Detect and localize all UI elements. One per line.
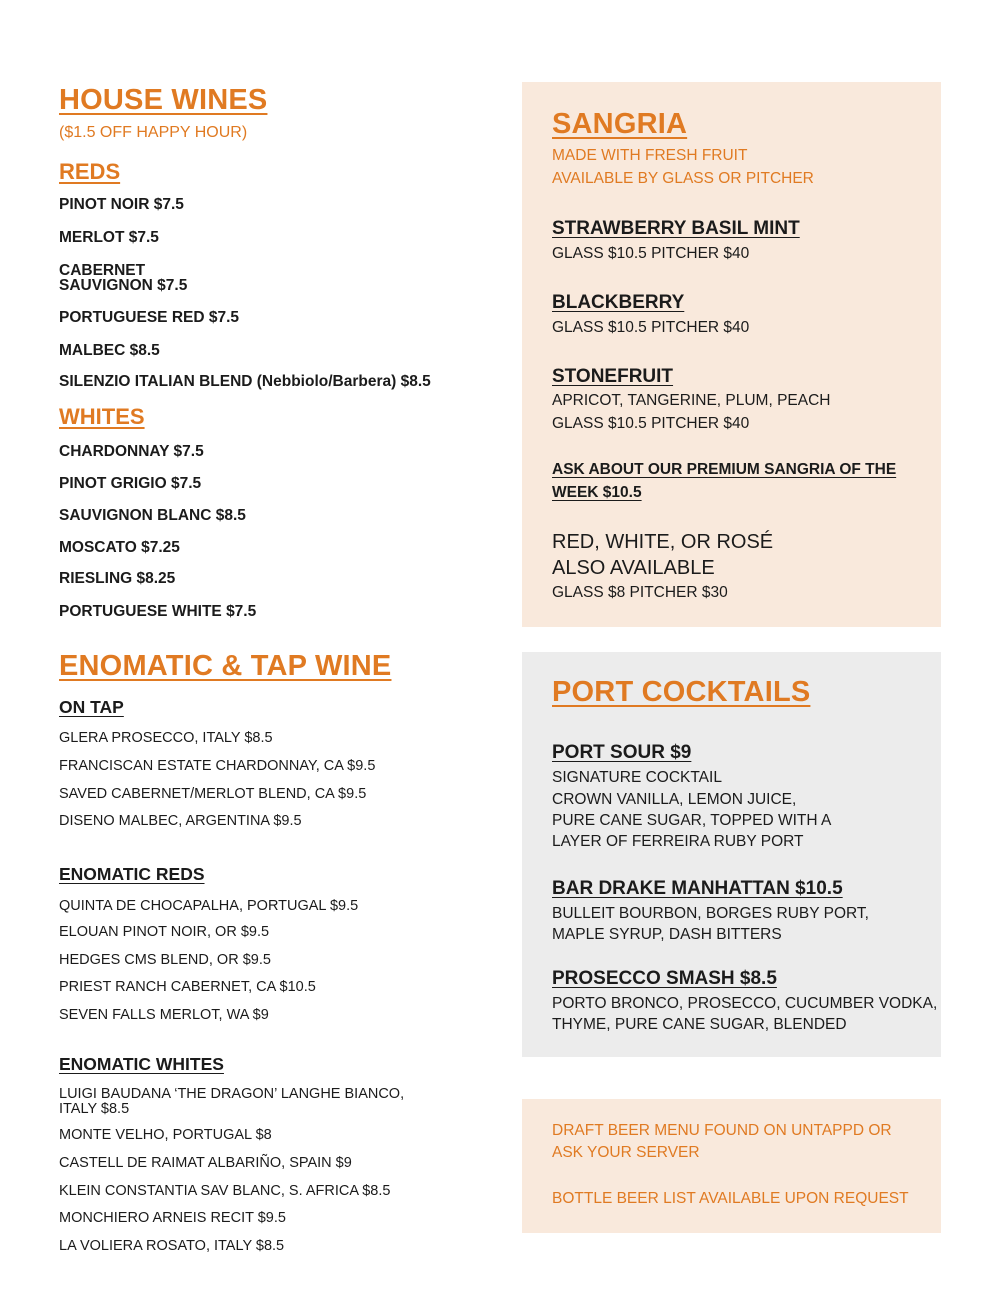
sangria-premium-line-2: WEEK $10.5 — [552, 484, 642, 501]
port-sour-line: PURE CANE SUGAR, TOPPED WITH A — [552, 812, 832, 829]
list-item: LUIGI BAUDANA ‘THE DRAGON’ LANGHE BIANCO, — [59, 1086, 405, 1102]
sangria-strawberry-name: STRAWBERRY BASIL MINT — [552, 218, 800, 239]
prosecco-smash-line: THYME, PURE CANE SUGAR, BLENDED — [552, 1016, 847, 1033]
enomatic-title: ENOMATIC & TAP WINE — [59, 650, 392, 682]
prosecco-smash-name: PROSECCO SMASH $8.5 — [552, 968, 777, 989]
sangria-blackberry-name: BLACKBERRY — [552, 292, 685, 313]
list-item: MONTE VELHO, PORTUGAL $8 — [59, 1127, 272, 1143]
enomatic-whites-heading: ENOMATIC WHITES — [59, 1054, 224, 1074]
sangria-subtitle-2: AVAILABLE BY GLASS OR PITCHER — [552, 170, 814, 187]
beer-note-line-3: BOTTLE BEER LIST AVAILABLE UPON REQUEST — [552, 1190, 909, 1207]
list-item: SEVEN FALLS MERLOT, WA $9 — [59, 1007, 269, 1023]
list-item: SILENZIO ITALIAN BLEND (Nebbiolo/Barbera) $8.5 — [59, 373, 431, 390]
sangria-premium-line-1: ASK ABOUT OUR PREMIUM SANGRIA OF THE — [552, 461, 897, 478]
list-item: FRANCISCAN ESTATE CHARDONNAY, CA $9.5 — [59, 758, 376, 774]
sangria-stonefruit-name: STONEFRUIT — [552, 366, 674, 387]
list-item: PORTUGUESE WHITE $7.5 — [59, 603, 257, 620]
list-item: ELOUAN PINOT NOIR, OR $9.5 — [59, 924, 270, 940]
port-sour-line: CROWN VANILLA, LEMON JUICE, — [552, 791, 797, 808]
port-sour-line: LAYER OF FERREIRA RUBY PORT — [552, 833, 804, 850]
sangria-strawberry-price: GLASS $10.5 PITCHER $40 — [552, 245, 750, 262]
sangria-stonefruit-price: GLASS $10.5 PITCHER $40 — [552, 415, 750, 432]
list-item: MERLOT $7.5 — [59, 229, 159, 246]
list-item: CABERNET — [59, 262, 146, 279]
list-item: PRIEST RANCH CABERNET, CA $10.5 — [59, 979, 316, 995]
manhattan-line: BULLEIT BOURBON, BORGES RUBY PORT, — [552, 905, 869, 922]
sangria-title: SANGRIA — [552, 108, 688, 140]
port-cocktails-title: PORT COCKTAILS — [552, 676, 811, 708]
enomatic-reds-heading: ENOMATIC REDS — [59, 864, 205, 884]
sangria-rwr-line-2: ALSO AVAILABLE — [552, 557, 715, 579]
list-item: MONCHIERO ARNEIS RECIT $9.5 — [59, 1210, 286, 1226]
list-item: GLERA PROSECCO, ITALY $8.5 — [59, 730, 273, 746]
port-sour-name: PORT SOUR $9 — [552, 742, 692, 763]
list-item: SAUVIGNON BLANC $8.5 — [59, 507, 246, 524]
port-sour-line: SIGNATURE COCKTAIL — [552, 769, 722, 786]
beer-note-line-2: ASK YOUR SERVER — [552, 1144, 700, 1161]
house-wines-title: HOUSE WINES — [59, 84, 268, 116]
list-item: PORTUGUESE RED $7.5 — [59, 309, 240, 326]
sangria-subtitle-1: MADE WITH FRESH FRUIT — [552, 147, 748, 164]
reds-heading: REDS — [59, 159, 121, 184]
list-item: MOSCATO $7.25 — [59, 539, 180, 556]
list-item: PINOT NOIR $7.5 — [59, 196, 184, 213]
manhattan-line: MAPLE SYRUP, DASH BITTERS — [552, 926, 782, 943]
list-item: DISENO MALBEC, ARGENTINA $9.5 — [59, 813, 302, 829]
list-item: KLEIN CONSTANTIA SAV BLANC, S. AFRICA $8.5 — [59, 1183, 391, 1199]
list-item: PINOT GRIGIO $7.5 — [59, 475, 202, 492]
beer-note-panel — [522, 1099, 941, 1233]
port-cocktails-panel — [522, 652, 941, 1057]
list-item: QUINTA DE CHOCAPALHA, PORTUGAL $9.5 — [59, 898, 359, 914]
manhattan-name: BAR DRAKE MANHATTAN $10.5 — [552, 878, 843, 899]
list-item: CASTELL DE RAIMAT ALBARIÑO, SPAIN $9 — [59, 1155, 352, 1171]
list-item: ITALY $8.5 — [59, 1101, 130, 1117]
list-item: MALBEC $8.5 — [59, 342, 160, 359]
sangria-rwr-price: GLASS $8 PITCHER $30 — [552, 584, 728, 601]
list-item: RIESLING $8.25 — [59, 570, 176, 587]
on-tap-heading: ON TAP — [59, 697, 124, 717]
list-item: CHARDONNAY $7.5 — [59, 443, 204, 460]
whites-heading: WHITES — [59, 404, 145, 429]
beer-note-line-1: DRAFT BEER MENU FOUND ON UNTAPPD OR — [552, 1122, 892, 1139]
list-item: SAVED CABERNET/MERLOT BLEND, CA $9.5 — [59, 786, 367, 802]
sangria-panel — [522, 82, 941, 627]
list-item: SAUVIGNON $7.5 — [59, 277, 188, 294]
prosecco-smash-line: PORTO BRONCO, PROSECCO, CUCUMBER VODKA, — [552, 995, 938, 1012]
list-item: LA VOLIERA ROSATO, ITALY $8.5 — [59, 1238, 285, 1254]
list-item: HEDGES CMS BLEND, OR $9.5 — [59, 952, 271, 968]
house-wines-subtitle: ($1.5 OFF HAPPY HOUR) — [59, 124, 248, 141]
sangria-blackberry-price: GLASS $10.5 PITCHER $40 — [552, 319, 750, 336]
sangria-stonefruit-desc: APRICOT, TANGERINE, PLUM, PEACH — [552, 392, 831, 409]
sangria-rwr-line-1: RED, WHITE, OR ROSÉ — [552, 531, 774, 553]
